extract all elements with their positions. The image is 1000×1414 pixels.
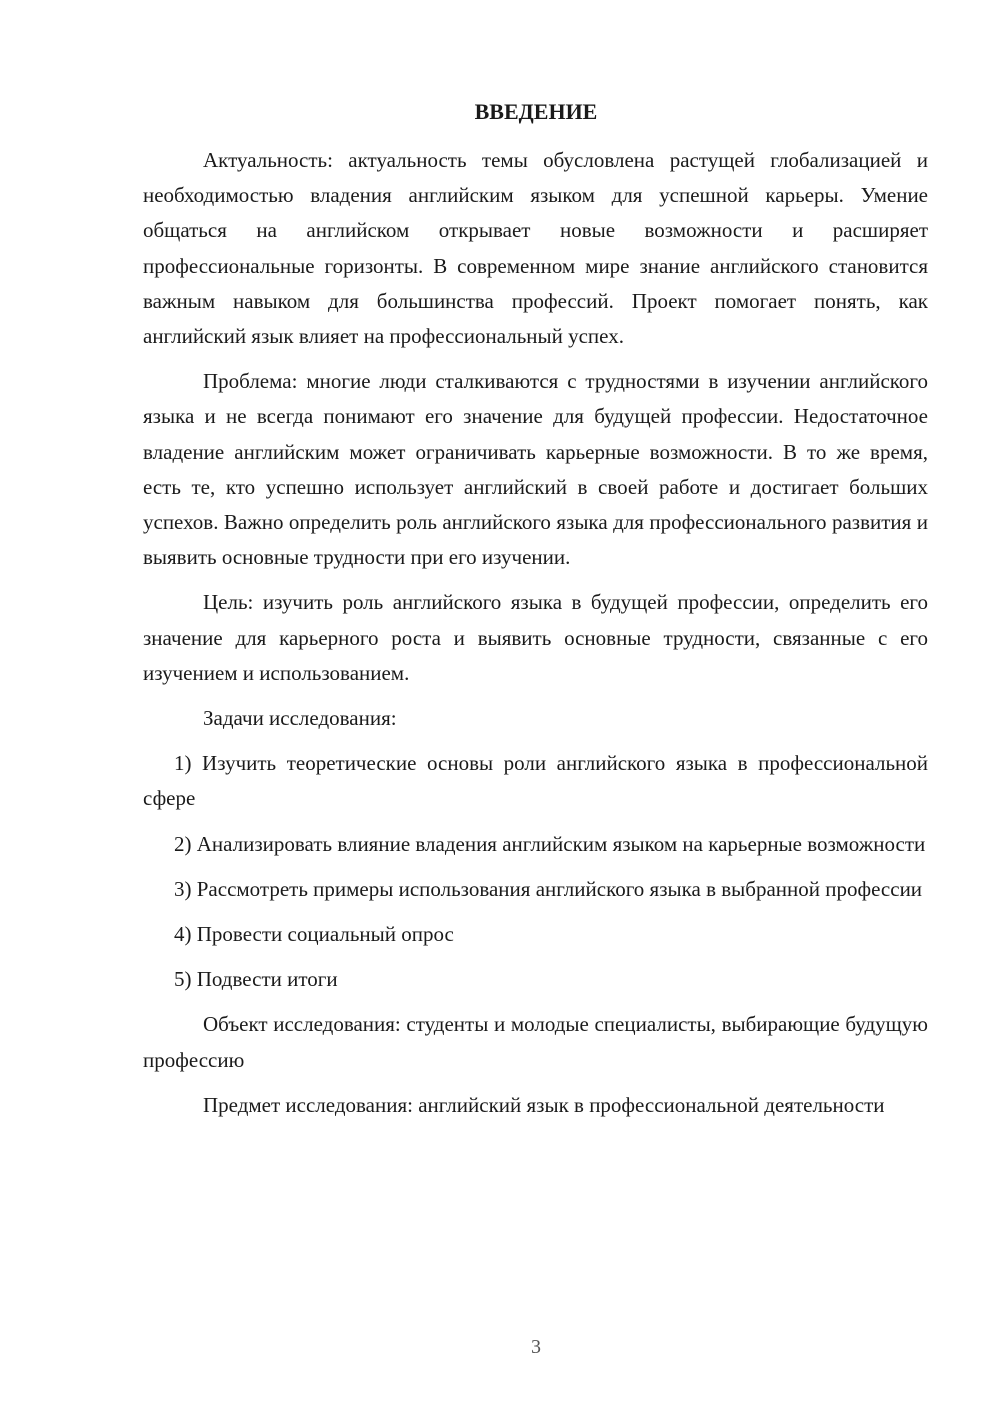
task-item-5: 5) Подвести итоги [174, 967, 338, 992]
page-number: 3 [531, 1336, 541, 1358]
task-item-3: 3) Рассмотреть примеры использования английского языка в выбранной профессии [174, 876, 923, 901]
paragraph-subject: Предмет исследования: английский язык в профессиональной деятельности [203, 1092, 885, 1117]
task-item-1: 1) Изучить теоретические основы роли английского языка в профессиональной сфере [143, 751, 928, 811]
tasks-heading: Задачи исследования: [203, 706, 397, 731]
paragraph-problem: Проблема: многие люди сталкиваются с трудностями в изучении английского языка и не всегда понимают его значение для будущей профессии. Недостаточное владение английским может ограничивать карьерные возможности. В то же время, есть те, кто успешно использует английский в своей работе и достигает больших успехов. Важно определить роль английского языка для профессионального развития и выявить основные трудности при его изучении. [143, 369, 928, 570]
task-item-2: 2) Анализировать влияние владения английским языком на карьерные возможности [174, 831, 926, 856]
task-item-4: 4) Провести социальный опрос [174, 922, 454, 947]
document-body [143, 143, 928, 1133]
paragraph-object: Объект исследования: студенты и молодые специалисты, выбирающие будущую профессию [143, 1012, 928, 1072]
paragraph-goal: Цель: изучить роль английского языка в будущей профессии, определить его значение для карьерного роста и выявить основные трудности, связанные с его изучением и использованием. [143, 590, 928, 685]
paragraph-relevance: Актуальность: актуальность темы обусловлена растущей глобализацией и необходимостью владения английским языком для успешной карьеры. Умение общаться на английском открывает новые возможности и расширяет профессиональные горизонты. В современном мире знание английского становится важным навыком для большинства профессий. Проект помогает понять, как английский язык влияет на профессиональный успех. [143, 148, 928, 349]
page-title: ВВЕДЕНИЕ [474, 99, 598, 124]
